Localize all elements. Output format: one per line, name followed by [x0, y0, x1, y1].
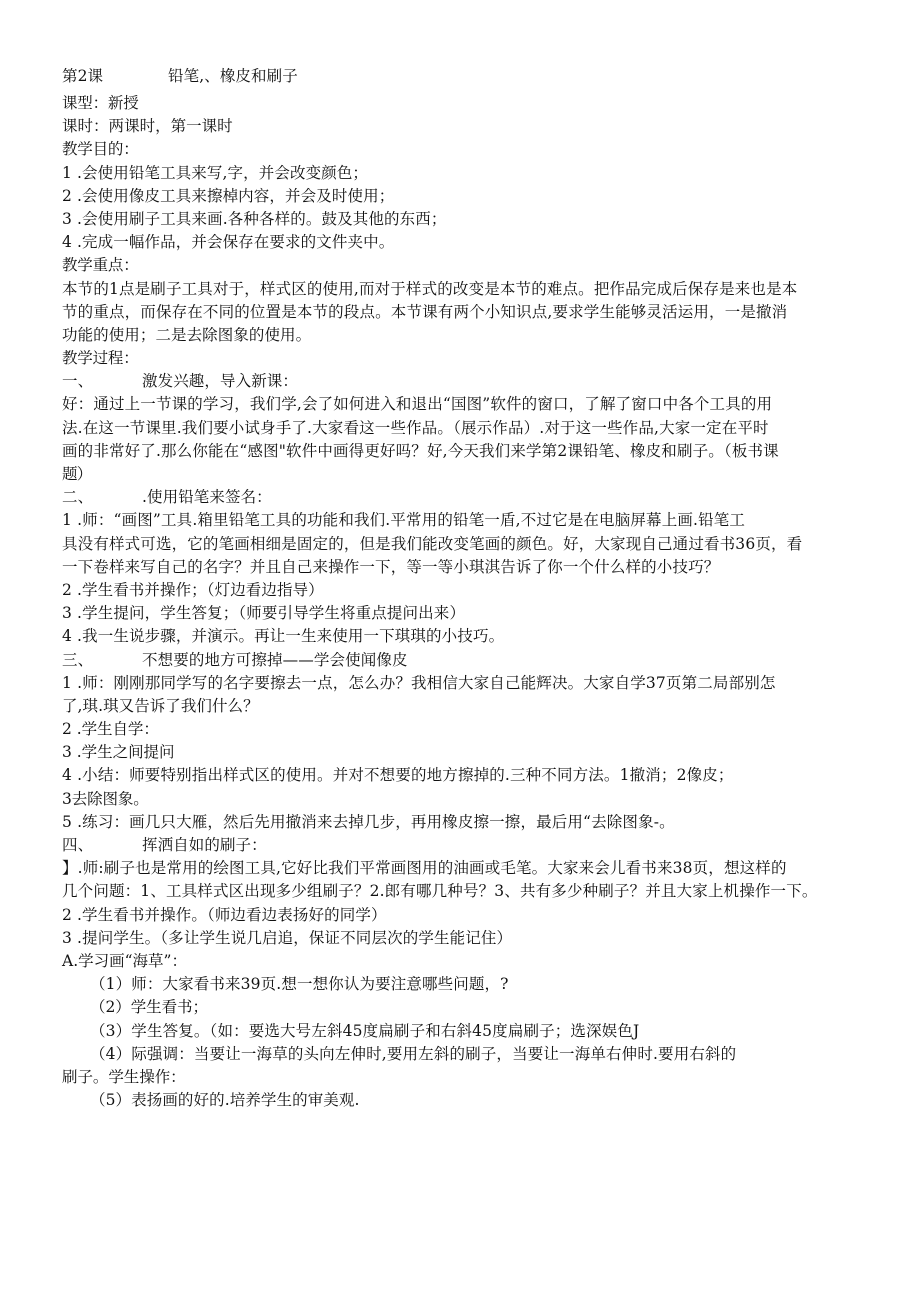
- step-number: 一、: [62, 372, 94, 391]
- objective-item: 3 .会使用刷子工具来画.各种各样的。鼓及其他的东西；: [62, 209, 447, 228]
- section-heading-key-points: 教学重点：: [62, 256, 139, 275]
- step-heading-2: [62, 487, 862, 508]
- paragraph-line: 功能的使用；二是去除图象的使用。: [62, 325, 312, 344]
- paragraph-line: 节的重点，而保存在不同的位置是本节的段点。本节课有两个小知识点,要求学生能够灵活运用，一是撤消: [62, 302, 788, 321]
- step-title: 挥洒自如的刷子：: [142, 836, 267, 854]
- step-heading-4: [62, 835, 862, 856]
- sub-list-item: （4）际强调：当要让一海草的头向左伸时,要用左斜的刷子，当要让一海单右伸时.要用右斜的: [90, 1044, 737, 1063]
- list-item: 3 .提问学生。（多让学生说几启追，保证不同层次的学生能记住）: [62, 928, 513, 947]
- step-title: 激发兴趣，导入新课：: [142, 372, 299, 391]
- paragraph-line: 本节的1点是刷子工具对于，样式区的使用,而对于样式的改变是本节的难点。把作品完成后保存是来也是本: [62, 279, 798, 298]
- sub-section-heading: A.学习画“海草”：: [62, 951, 187, 970]
- list-item: 3 .学生之间提问: [62, 743, 175, 762]
- list-item: 2 .学生看书并操作；（灯边看边指导）: [62, 580, 324, 599]
- lesson-title: [62, 66, 862, 87]
- paragraph-line: 画的非常好了.那么你能在“感图"软件中画得更好吗？好,今天我们来学第2课铅笔、橡皮和刷子。（板书课: [62, 441, 779, 460]
- list-item: 4 .我一生说步骤，并演示。再让一生来使用一下琪琪的小技巧。: [62, 627, 505, 646]
- step-heading-1: [62, 371, 862, 392]
- paragraph-line: 刷子。学生操作：: [62, 1067, 186, 1086]
- paragraph-line: 题）: [62, 465, 92, 483]
- paragraph-line: 1 .师：刚刚那同学写的名字要擦去一点，怎么办？我相信大家自己能辉决。大家自学37页第二局部别怎: [62, 673, 776, 692]
- paragraph-line: 好：通过上一节课的学习，我们学,会了如何进入和退出“国图”软件的窗口，了解了窗口中各个工具的用: [62, 395, 773, 414]
- lesson-number: 第2课: [62, 67, 104, 85]
- list-item: 4 .小结：师要特别指出样式区的使用。并对不想要的地方擦掉的.三种不同方法。1撤消；2像皮；: [62, 766, 734, 785]
- section-heading-process: 教学过程：: [62, 349, 139, 368]
- sub-list-item: （1）师：大家看书来39页.想一想你认为要注意哪些问题，?: [90, 975, 509, 994]
- list-item: 2 .学生看书并操作。（师边看边表扬好的同学）: [62, 905, 387, 924]
- paragraph-line: 法.在这一节课里.我们要小试身手了.大家看这一些作品。（展示作品）.对于这一些作品,大家一定在平时: [62, 418, 769, 437]
- step-title: .使用铅笔来签名：: [142, 488, 272, 507]
- sub-list-item: （3）学生答复。（如：要选大号左斜45度扁刷子和右斜45度扁刷子；选深娱色J: [90, 1021, 640, 1040]
- lesson-hours: 课时：两课时，第一课时: [62, 117, 233, 136]
- lesson-type: 课型：新授: [62, 94, 139, 112]
- step-heading-3: [62, 650, 862, 671]
- paragraph-line: 】.师:刷子也是常用的绘图工具,它好比我们平常画图用的油画或毛笔。大家来会儿看书来38页，想这样的: [62, 859, 787, 878]
- list-item: 3 .学生提问，学生答复；（师要引导学生将重点提问出来）: [62, 604, 466, 623]
- objective-item: 4 .完成一幅作品，并会保存在要求的文件夹中。: [62, 233, 395, 252]
- paragraph-line: 一下卷样来写自己的名字？并且自己来操作一下，等一等小琪淇告诉了你一个什么样的小技巧？: [62, 557, 720, 576]
- lesson-plan-document: [62, 66, 862, 1113]
- paragraph-line: 几个问题：1、工具样式区出现多少组刷子？2.郎有哪几种号？3、共有多少种刷子？并且大家上机操作一下。: [62, 882, 818, 901]
- lesson-name: 铅笔,、橡皮和刷子: [168, 67, 298, 85]
- objective-item: 2 .会使用像皮工具来擦棹内容，并会及时使用；: [62, 186, 395, 205]
- sub-list-item: （5）表扬画的好的.培养学生的审美观.: [90, 1091, 360, 1110]
- step-number: 三、: [62, 650, 94, 669]
- paragraph-line: 3去除图象。: [62, 789, 149, 808]
- paragraph-line: 具没有样式可选，它的笔画相细是固定的，但是我们能改变笔画的颜色。好，大家现自己通过看书36页，看: [62, 534, 803, 553]
- paragraph-line: 1 .师：“画图”工具.箱里铅笔工具的功能和我们.平常用的铅笔一盾,不过它是在电脑屏幕上画.铅笔工: [62, 511, 746, 530]
- paragraph-line: 了,琪.琪又告诉了我们什么？: [62, 696, 259, 715]
- objective-item: 1 .会使用铅笔工具来写,字，并会改变颜色；: [62, 163, 369, 182]
- step-title: 不想要的地方可擦掉——学会使闻像皮: [142, 650, 408, 669]
- step-number: 四、: [62, 836, 94, 854]
- step-number: 二、: [62, 488, 94, 507]
- section-heading-objectives: 教学目的：: [62, 140, 139, 159]
- list-item: 2 .学生自学：: [62, 720, 159, 739]
- list-item: 5 .练习：画几只大雁，然后先用撤消来去掉几步，再用橡皮擦一擦，最后用“去除图象-。: [62, 812, 675, 831]
- sub-list-item: （2）学生看书；: [90, 998, 208, 1017]
